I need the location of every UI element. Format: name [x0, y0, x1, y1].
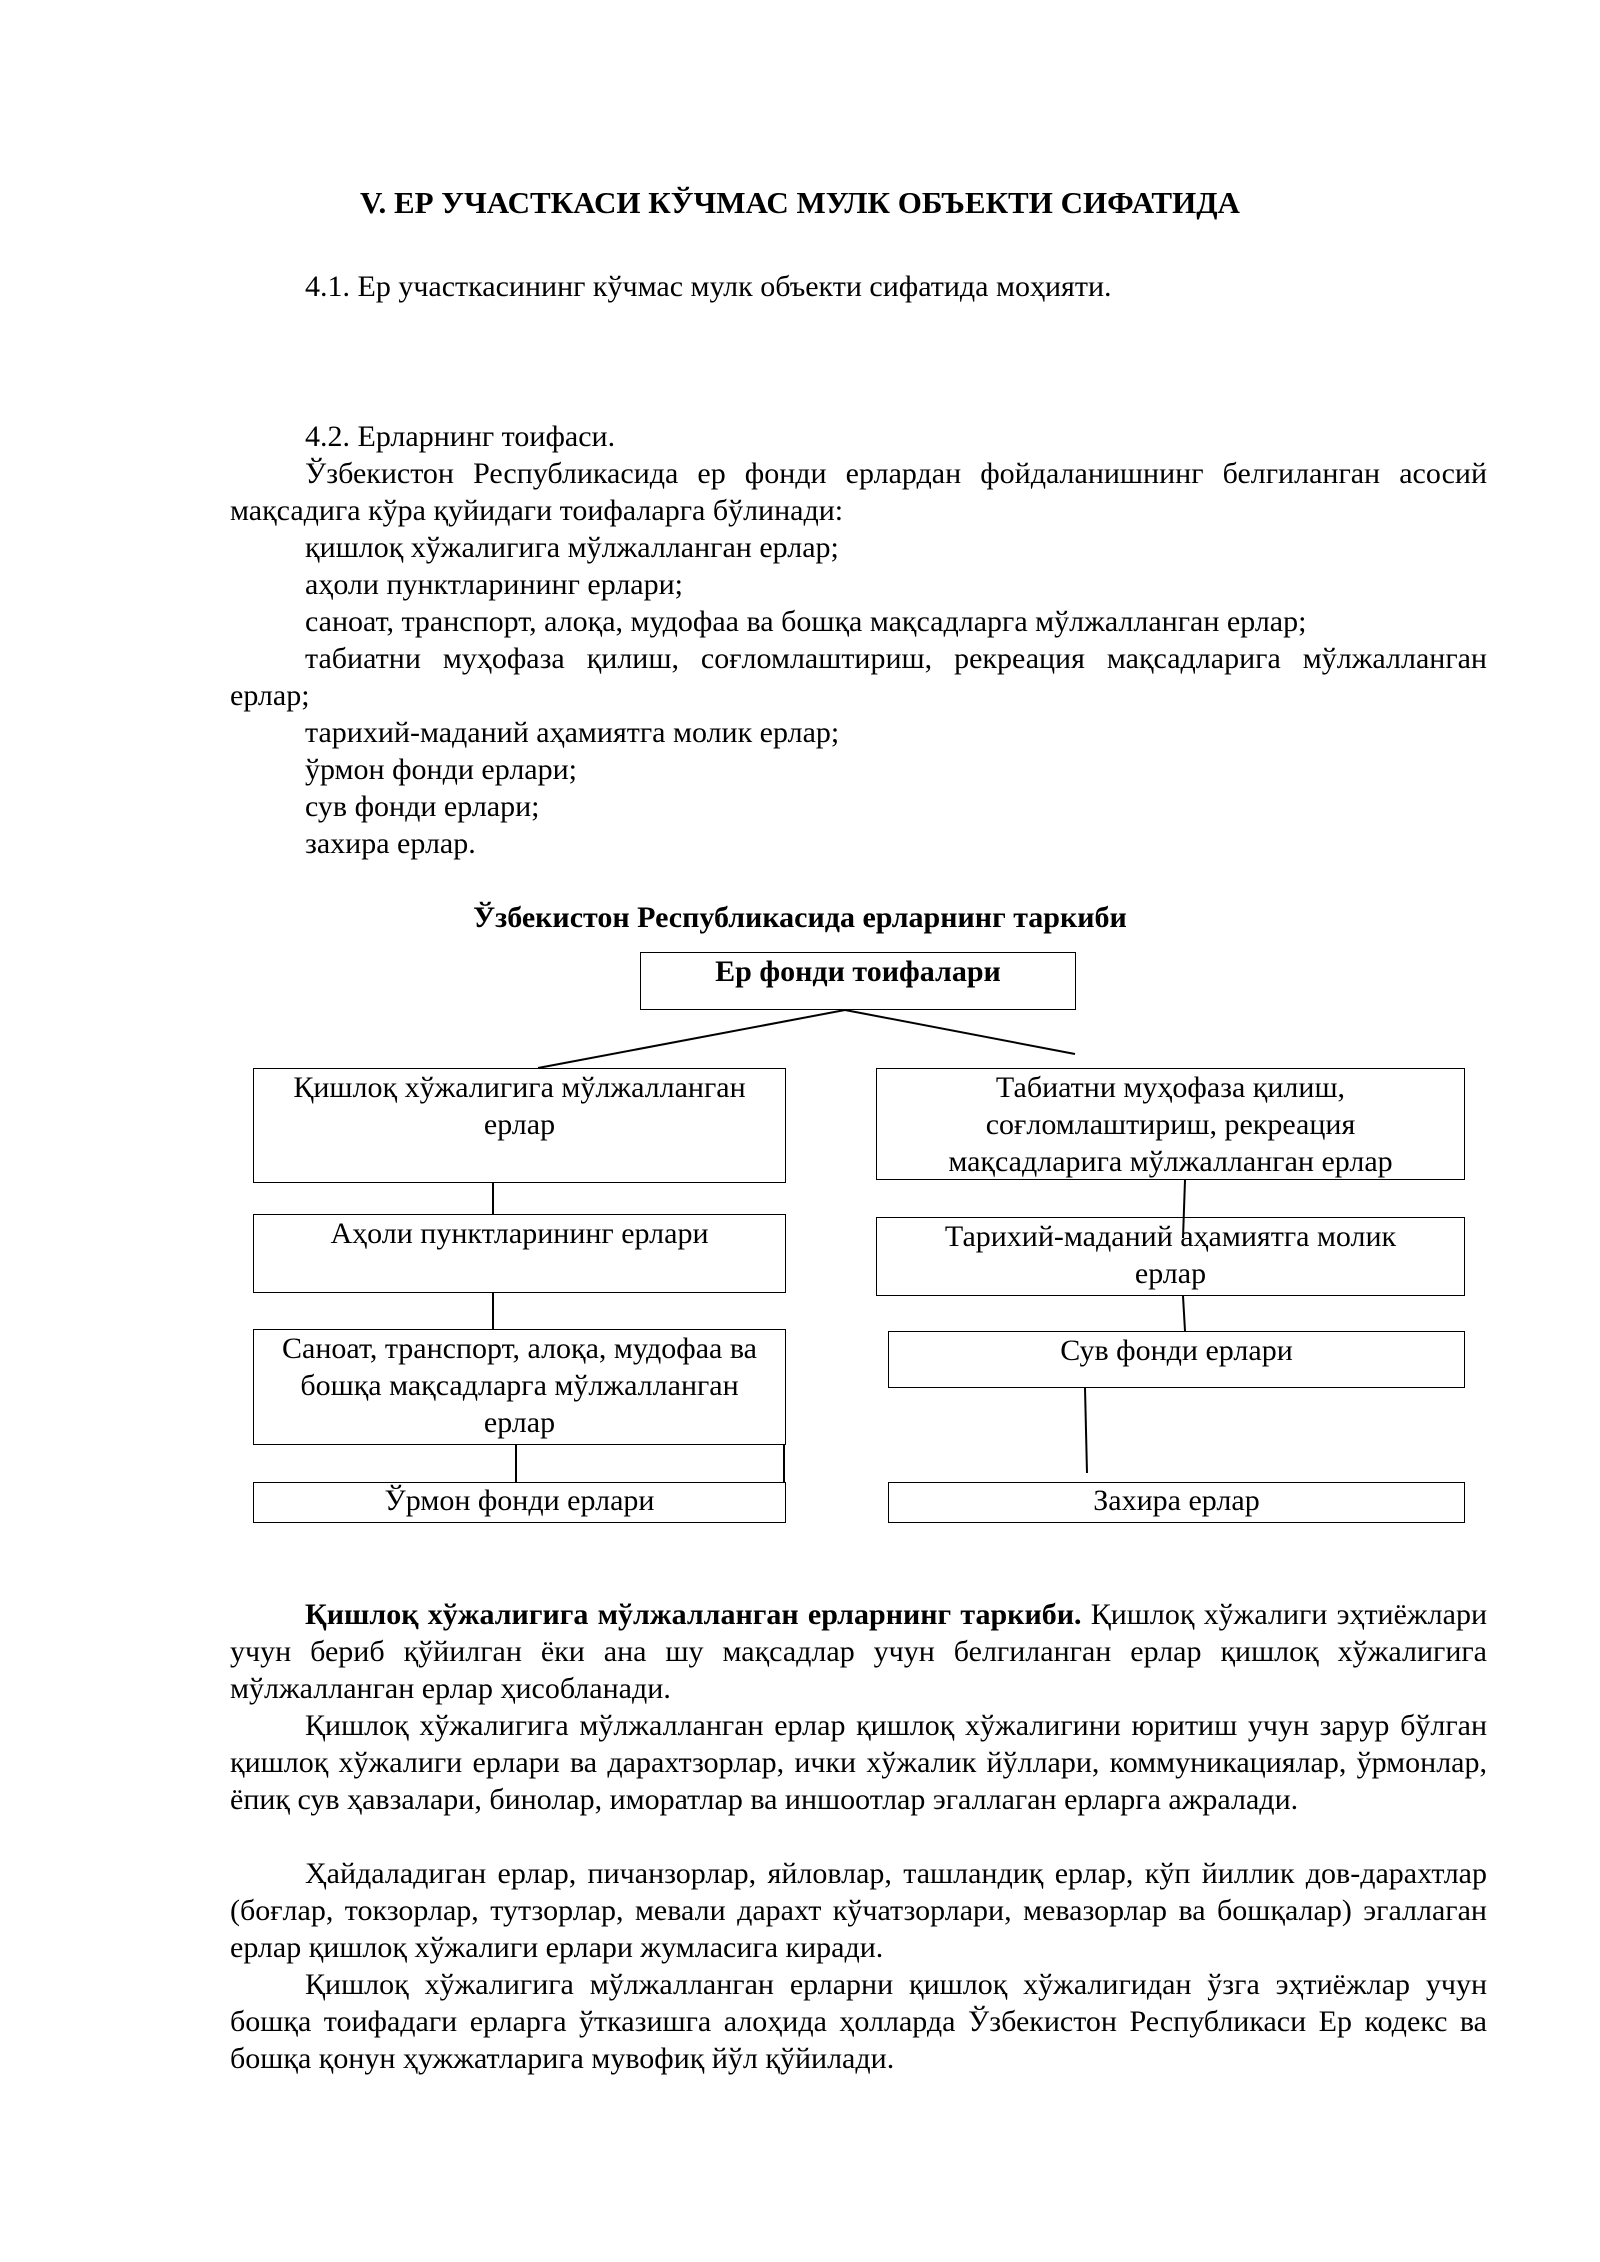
category-item-3: саноат, транспорт, алоқа, мудофаа ва бошқа мақсадларга мўлжалланган ерлар;	[305, 605, 1307, 638]
category-item-5: тарихий-маданий аҳамиятга молик ерлар;	[305, 716, 840, 749]
body-paragraph-3: Ҳайдаладиган ерлар, пичанзорлар, яйловлар, ташландиқ ерлар, кўп йиллик дов-дарахтлар (боғлар, токзорлар, тутзорлар, мевали дарахт кўчатзорлари, мевазорлар ва бошқалар) эгаллаган ерлар қишлоқ хўжалиги ерлари жумласига киради.	[230, 1857, 1487, 1964]
body-paragraph-1-lead: Қишлоқ хўжалигига мўлжалланган ерларнинг таркиби.	[305, 1598, 1082, 1631]
diagram-root-box	[640, 952, 1076, 1010]
category-item-1: қишлоқ хўжалигига мўлжалланган ерлар;	[305, 531, 839, 564]
left-box-agriculture-label: Қишлоқ хўжалигига мўлжалланган ерлар	[293, 1071, 746, 1141]
body-paragraph-4: Қишлоқ хўжалигига мўлжалланган ерларни қишлоқ хўжалигидан ўзга эҳтиёжлар учун бошқа тоифадаги ерларга ўтказишга алоҳида ҳолларда Ўзбекистон Республикаси Ер кодекс ва бошқа қонун ҳужжатларига мувофиқ йўл қўйилади.	[230, 1968, 1487, 2075]
right-link-3	[1085, 1388, 1087, 1473]
right-box-historical	[876, 1217, 1465, 1296]
category-item-8: захира ерлар.	[305, 827, 476, 860]
intro-paragraph: Ўзбекистон Республикасида ер фонди ерлардан фойдаланишнинг белгиланган асосий мақсадига кўра қуйидаги тоифаларга бўлинади:	[230, 457, 1487, 527]
left-box-industry	[253, 1329, 786, 1445]
body-paragraph-2: Қишлоқ хўжалигига мўлжалланган ерлар қишлоқ хўжалигини юритиш учун зарур бўлган қишлоқ хўжалиги ерлари ва дарахтзорлар, ички хўжалик йўллари, коммуникациялар, ўрмонлар, ёпиқ сув ҳавзалари, бинолар, иморатлар ва иншоотлар эгаллаган ерларга ажралади.	[230, 1709, 1487, 1816]
right-box-water	[888, 1331, 1465, 1388]
category-item-2: аҳоли пунктларининг ерлари;	[305, 568, 684, 601]
right-box-water-label: Сув фонди ерлари	[1060, 1334, 1293, 1367]
right-box-reserve-label: Захира ерлар	[1093, 1484, 1260, 1517]
section-4-2: 4.2. Ерларнинг тоифаси.	[305, 420, 616, 453]
category-item-7: сув фонди ерлари;	[305, 790, 540, 823]
right-box-reserve	[888, 1482, 1465, 1523]
chapter-heading: V. ЕР УЧАСТКАСИ КЎЧМАС МУЛК ОБЪЕКТИ СИФАТИДА	[360, 185, 1240, 220]
section-4-1: 4.1. Ер участкасининг кўчмас мулк объекти сифатида моҳияти.	[305, 270, 1112, 303]
diagram-root-label: Ер фонди тоифалари	[715, 955, 1001, 988]
body-paragraph-1	[230, 1596, 1487, 1707]
diagram-title: Ўзбекистон Республикасида ерларнинг таркиби	[473, 901, 1127, 934]
right-link-2	[1183, 1296, 1185, 1331]
left-box-forest-label: Ўрмон фонди ерлари	[384, 1484, 655, 1517]
right-box-nature-label: Табиатни муҳофаза қилиш, соғломлаштириш, рекреация мақсадларига мўлжалланган ерлар	[948, 1071, 1393, 1178]
left-box-settlements-label: Аҳоли пунктларининг ерлари	[330, 1217, 709, 1250]
left-box-agriculture	[253, 1068, 786, 1183]
left-box-industry-label: Саноат, транспорт, алоқа, мудофаа ва бошқа мақсадларга мўлжалланган ерлар	[282, 1332, 757, 1439]
body-paragraph-1-rest: Қишлоқ хўжалиги эҳтиёжлари учун бериб қўйилган ёки ана шу мақсадлар учун белгиланган ерлар қишлоқ хўжалигига мўлжалланган ерлар ҳисобланади.	[230, 1598, 1487, 1705]
left-box-settlements	[253, 1214, 786, 1293]
root-to-right-line	[845, 1010, 1075, 1054]
category-item-6: ўрмон фонди ерлари;	[305, 753, 577, 786]
category-item-4: табиатни муҳофаза қилиш, соғломлаштириш, рекреация мақсадларига мўлжалланган ерлар;	[230, 642, 1487, 712]
right-box-nature	[876, 1068, 1465, 1180]
root-to-left-line	[538, 1010, 845, 1068]
left-box-forest	[253, 1482, 786, 1523]
right-box-historical-label: Тарихий-маданий аҳамиятга молик ерлар	[944, 1220, 1397, 1290]
